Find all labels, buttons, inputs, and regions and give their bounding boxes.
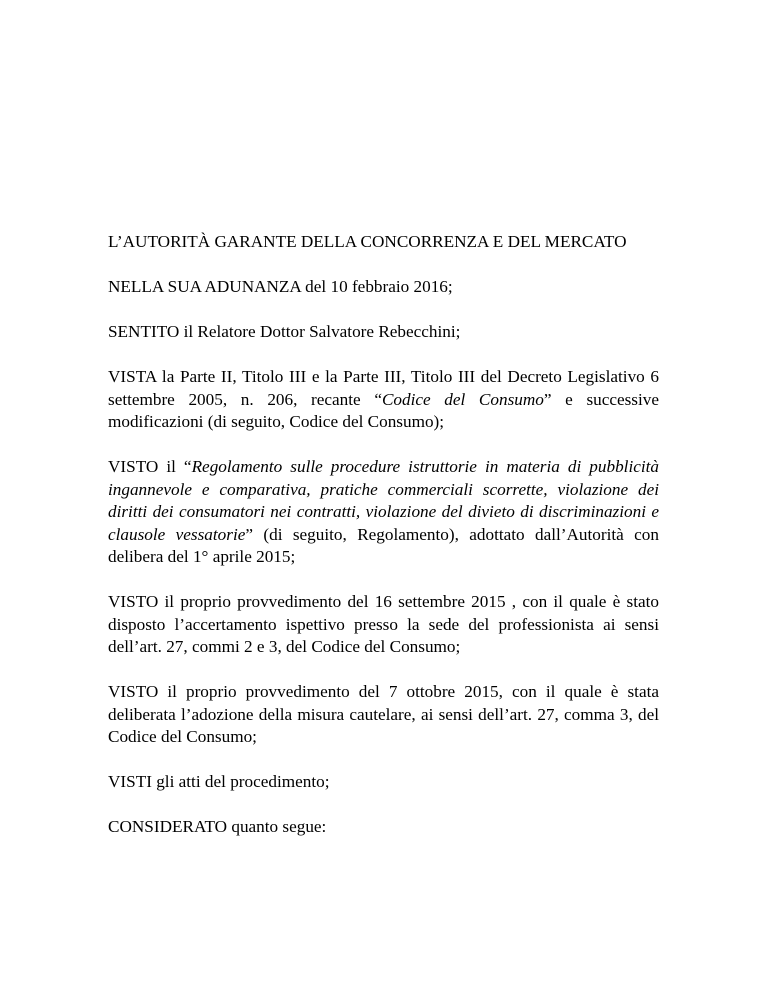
- document-page: [108, 229, 659, 861]
- document-heading: L’AUTORITÀ GARANTE DELLA CONCORRENZA E DEL MERCATO: [108, 232, 627, 251]
- regolamento-text-post: ” (di seguito, Regolamento), adottato dall’Autorità con delibera del 1° aprile 2015;: [108, 524, 659, 566]
- vista-text-post: ” e successive modificazioni (di seguito, Codice del Consumo);: [108, 389, 659, 431]
- visto-cautelare-paragraph: VISTO il proprio provvedimento del 7 ottobre 2015, con il quale è stata deliberata l’adozione della misura cautelare, ai sensi dell’art. 27, comma 3, del Codice del Consumo;: [108, 682, 659, 746]
- visto-regolamento-paragraph: [108, 456, 659, 569]
- regolamento-text-italic: Regolamento sulle procedure istruttorie in materia di pubblicità ingannevole e comparativa, pratiche commerciali scorrette, violazione dei diritti dei consumatori nei contratti, violazione del divieto di discriminazioni e clausole vessatorie: [108, 457, 659, 544]
- vista-text-italic: Codice del Consumo: [381, 389, 544, 409]
- regolamento-text-pre: VISTO il “: [108, 457, 192, 476]
- vista-text-pre: VISTA la Parte II, Titolo III e la Parte III, Titolo III del Decreto Legislativo 6 settembre 2005, n. 206, recante “: [108, 367, 659, 409]
- considerato-paragraph: CONSIDERATO quanto segue:: [108, 817, 327, 836]
- sentito-paragraph: SENTITO il Relatore Dottor Salvatore Rebecchini;: [108, 322, 461, 341]
- visti-paragraph: VISTI gli atti del procedimento;: [108, 772, 330, 791]
- visto-ispettivo-paragraph: VISTO il proprio provvedimento del 16 settembre 2015 , con il quale è stato disposto l’accertamento ispettivo presso la sede del professionista ai sensi dell’art. 27, commi 2 e 3, del Codice del Consumo;: [108, 592, 659, 656]
- adunanza-paragraph: NELLA SUA ADUNANZA del 10 febbraio 2016;: [108, 277, 453, 296]
- vista-paragraph: [108, 366, 659, 434]
